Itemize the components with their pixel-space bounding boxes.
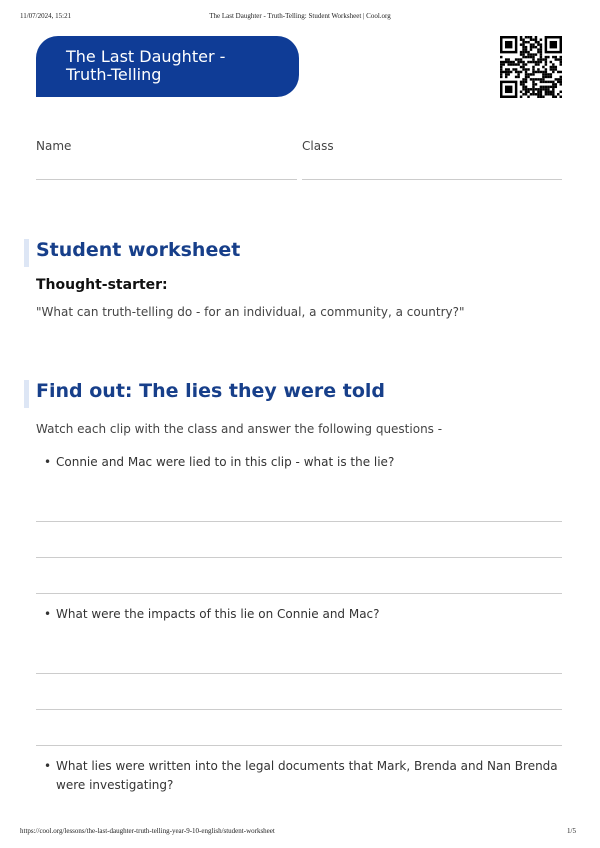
question-1 xyxy=(44,453,564,472)
print-url: https://cool.org/lessons/the-last-daughter-truth-telling-year-9-10-english/student-worksheet xyxy=(20,827,275,835)
thought-starter-heading: Thought-starter: xyxy=(36,277,168,293)
title-line-1: The Last Daughter - xyxy=(66,47,226,66)
thought-starter-quote: "What can truth-telling do - for an individual, a community, a country?" xyxy=(36,305,465,319)
instructions: Watch each clip with the class and answer the following questions - xyxy=(36,422,443,436)
name-label: Name xyxy=(36,139,72,153)
question-3 xyxy=(44,757,564,795)
question-text: • Connie and Mac were lied to in this clip - what is the lie? xyxy=(56,455,395,469)
name-field[interactable] xyxy=(36,179,297,180)
section-heading-find-out: Find out: The lies they were told xyxy=(36,380,385,402)
question-text: • What lies were written into the legal documents that Mark, Brenda and Nan Brenda were investigating? xyxy=(56,759,558,792)
page-number: 1/5 xyxy=(567,827,576,835)
title-banner xyxy=(36,36,299,97)
section-heading-student-worksheet: Student worksheet xyxy=(36,239,241,261)
question-2 xyxy=(44,605,564,624)
print-page-title: The Last Daughter - Truth-Telling: Student Worksheet | Cool.org xyxy=(209,12,391,20)
class-label: Class xyxy=(302,139,334,153)
qr-code-icon xyxy=(500,36,562,98)
answer-line[interactable] xyxy=(36,557,562,558)
question-text: • What were the impacts of this lie on Connie and Mac? xyxy=(56,607,380,621)
answer-line[interactable] xyxy=(36,745,562,746)
answer-line[interactable] xyxy=(36,593,562,594)
print-datetime: 11/07/2024, 15:21 xyxy=(20,12,72,20)
answer-line[interactable] xyxy=(36,521,562,522)
class-field[interactable] xyxy=(302,179,562,180)
answer-line[interactable] xyxy=(36,673,562,674)
answer-line[interactable] xyxy=(36,709,562,710)
title-line-2: Truth-Telling xyxy=(66,65,162,84)
section-marker xyxy=(24,239,29,267)
section-marker xyxy=(24,380,29,408)
